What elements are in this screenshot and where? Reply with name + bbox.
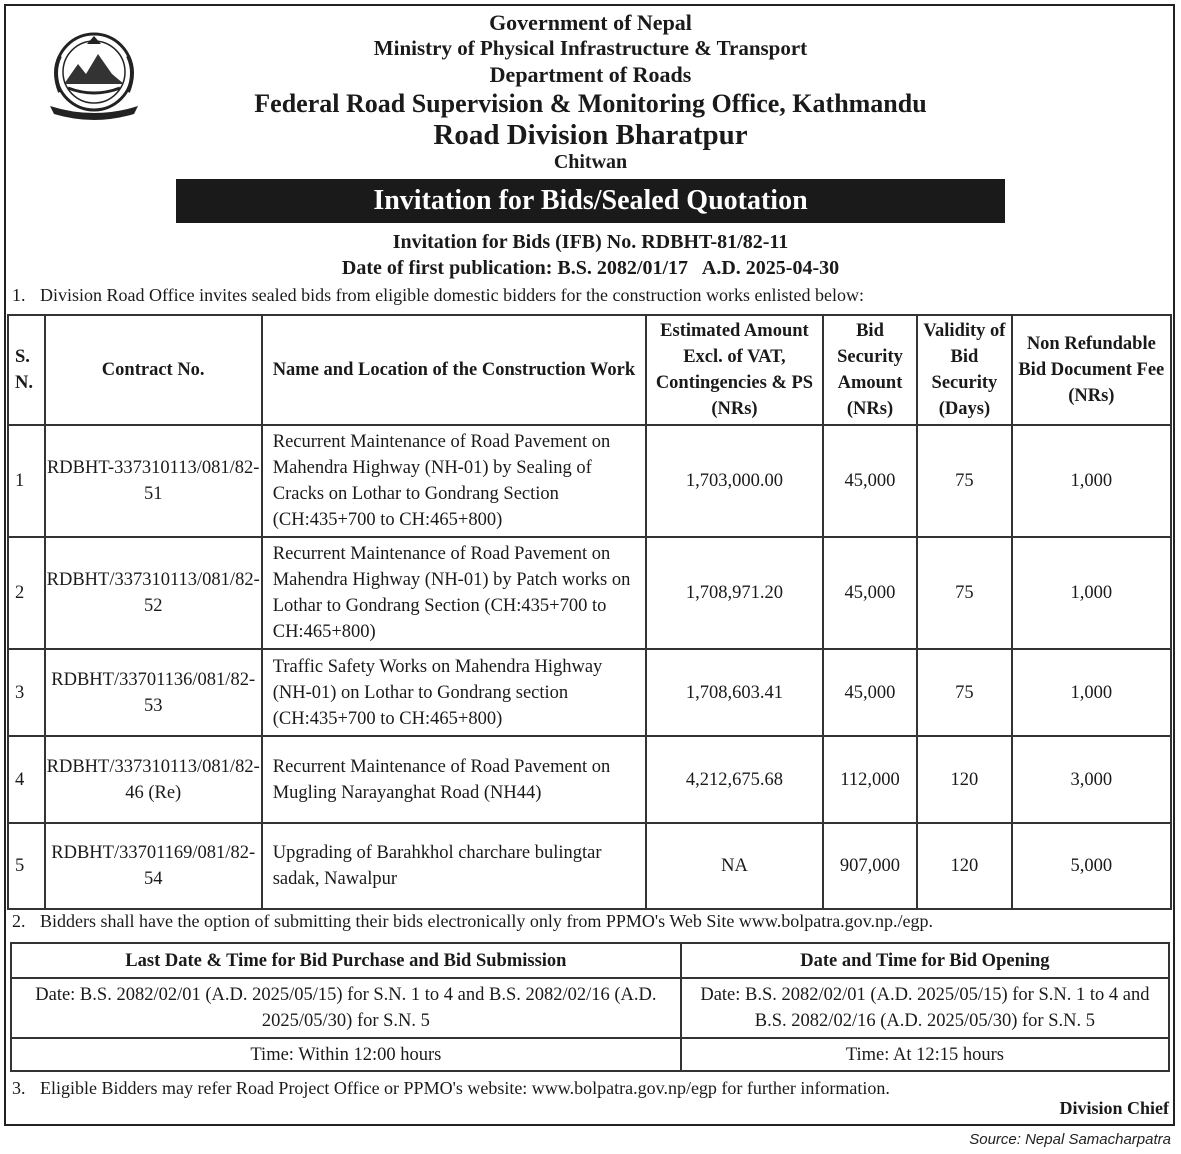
cell-contract-no: RDBHT/337310113/081/82-46 (Re): [45, 736, 262, 823]
cell-sn: 3: [8, 649, 45, 736]
paragraph-number: 1.: [12, 285, 26, 305]
header-document-fee: Non Refundable Bid Document Fee (NRs): [1012, 315, 1171, 425]
cell-estimated-amount: 1,703,000.00: [646, 425, 823, 537]
cell-estimated-amount: NA: [646, 823, 823, 909]
table-row: [8, 736, 1171, 823]
cell-sn: 4: [8, 736, 45, 823]
cell-sn: 1: [8, 425, 45, 537]
signoff-title: Division Chief: [1059, 1098, 1169, 1118]
table-row: [8, 537, 1171, 649]
opening-time: Time: At 12:15 hours: [681, 1038, 1169, 1071]
cell-validity: 75: [917, 425, 1011, 537]
header-sn: S. N.: [8, 315, 45, 425]
header-division: Road Division Bharatpur: [433, 119, 748, 151]
cell-bid-security: 907,000: [823, 823, 917, 909]
table-row: [8, 425, 1171, 537]
paragraph-2: [12, 911, 933, 932]
works-table: [7, 314, 1172, 910]
source-credit: Source: Nepal Samacharpatra: [969, 1131, 1171, 1148]
cell-work-name: Recurrent Maintenance of Road Pavement on Mahendra Highway (NH-01) by Sealing of Cracks on Lothar to Gondrang Section (CH:435+700 to CH:465+800): [262, 425, 646, 537]
cell-document-fee: 1,000: [1012, 537, 1171, 649]
cell-work-name: Upgrading of Barahkhol charchare bulingtar sadak, Nawalpur: [262, 823, 646, 909]
header-estimated-amount: Estimated Amount Excl. of VAT, Contingencies & PS (NRs): [646, 315, 823, 425]
paragraph-text: Division Road Office invites sealed bids from eligible domestic bidders for the construction works enlisted below:: [40, 285, 865, 305]
header-location: Chitwan: [553, 151, 628, 173]
cell-estimated-amount: 4,212,675.68: [646, 736, 823, 823]
cell-validity: 120: [917, 736, 1011, 823]
cell-contract-no: RDBHT/33701136/081/82-53: [45, 649, 262, 736]
notice-title-banner: Invitation for Bids/Sealed Quotation: [176, 179, 1005, 223]
cell-validity: 120: [917, 823, 1011, 909]
table-row: [8, 823, 1171, 909]
cell-bid-security: 112,000: [823, 736, 917, 823]
dates-header-row: [11, 943, 1169, 978]
cell-sn: 2: [8, 537, 45, 649]
cell-work-name: Traffic Safety Works on Mahendra Highway (NH-01) on Lothar to Gondrang section (CH:435+700 to CH:465+800): [262, 649, 646, 736]
cell-contract-no: RDBHT/33701169/081/82-54: [45, 823, 262, 909]
table-row: [8, 649, 1171, 736]
paragraph-text: Eligible Bidders may refer Road Project Office or PPMO's website: www.bolpatra.gov.np/egp for further information.: [40, 1078, 890, 1098]
cell-document-fee: 3,000: [1012, 736, 1171, 823]
header-work-name: Name and Location of the Construction Work: [262, 315, 646, 425]
header-validity: Validity of Bid Security (Days): [917, 315, 1011, 425]
ifb-number: Invitation for Bids (IFB) No. RDBHT-81/82-11: [392, 231, 789, 253]
cell-work-name: Recurrent Maintenance of Road Pavement on Mugling Narayanghat Road (NH44): [262, 736, 646, 823]
submission-time: Time: Within 12:00 hours: [11, 1038, 681, 1071]
header-contract-no: Contract No.: [45, 315, 262, 425]
paragraph-number: 2.: [12, 911, 26, 931]
paragraph-number: 3.: [12, 1078, 26, 1098]
paragraph-1: [12, 285, 864, 306]
opening-date: Date: B.S. 2082/02/01 (A.D. 2025/05/15) for S.N. 1 to 4 and B.S. 2082/02/16 (A.D. 2025/05/30) for S.N. 5: [681, 978, 1169, 1038]
paragraph-text: Bidders shall have the option of submitting their bids electronically only from PPMO's Web Site www.bolpatra.gov.np./egp.: [40, 911, 934, 931]
cell-estimated-amount: 1,708,971.20: [646, 537, 823, 649]
cell-validity: 75: [917, 649, 1011, 736]
table-header-row: [8, 315, 1171, 425]
bid-dates-table: [10, 942, 1170, 1072]
cell-document-fee: 5,000: [1012, 823, 1171, 909]
header-department: Department of Roads: [489, 62, 692, 87]
cell-sn: 5: [8, 823, 45, 909]
submission-date: Date: B.S. 2082/02/01 (A.D. 2025/05/15) for S.N. 1 to 4 and B.S. 2082/02/16 (A.D. 2025/05/30) for S.N. 5: [11, 978, 681, 1038]
cell-bid-security: 45,000: [823, 425, 917, 537]
dates-time-row: [11, 1038, 1169, 1071]
dates-header-opening: Date and Time for Bid Opening: [681, 943, 1169, 978]
publication-date: Date of first publication: B.S. 2082/01/17 A.D. 2025-04-30: [341, 257, 840, 279]
cell-work-name: Recurrent Maintenance of Road Pavement on Mahendra Highway (NH-01) by Patch works on Lothar to Gondrang Section (CH:435+700 to CH:465+800): [262, 537, 646, 649]
header-bid-security: Bid Security Amount (NRs): [823, 315, 917, 425]
cell-bid-security: 45,000: [823, 537, 917, 649]
header-ministry: Ministry of Physical Infrastructure & Transport: [373, 36, 808, 60]
cell-bid-security: 45,000: [823, 649, 917, 736]
cell-contract-no: RDBHT-337310113/081/82-51: [45, 425, 262, 537]
cell-document-fee: 1,000: [1012, 425, 1171, 537]
dates-date-row: [11, 978, 1169, 1038]
cell-contract-no: RDBHT/337310113/081/82-52: [45, 537, 262, 649]
header-office: Federal Road Supervision & Monitoring Office, Kathmandu: [254, 89, 927, 118]
dates-header-submission: Last Date & Time for Bid Purchase and Bid Submission: [11, 943, 681, 978]
paragraph-3: [12, 1078, 890, 1099]
cell-document-fee: 1,000: [1012, 649, 1171, 736]
cell-validity: 75: [917, 537, 1011, 649]
header-government: Government of Nepal: [489, 10, 692, 35]
cell-estimated-amount: 1,708,603.41: [646, 649, 823, 736]
